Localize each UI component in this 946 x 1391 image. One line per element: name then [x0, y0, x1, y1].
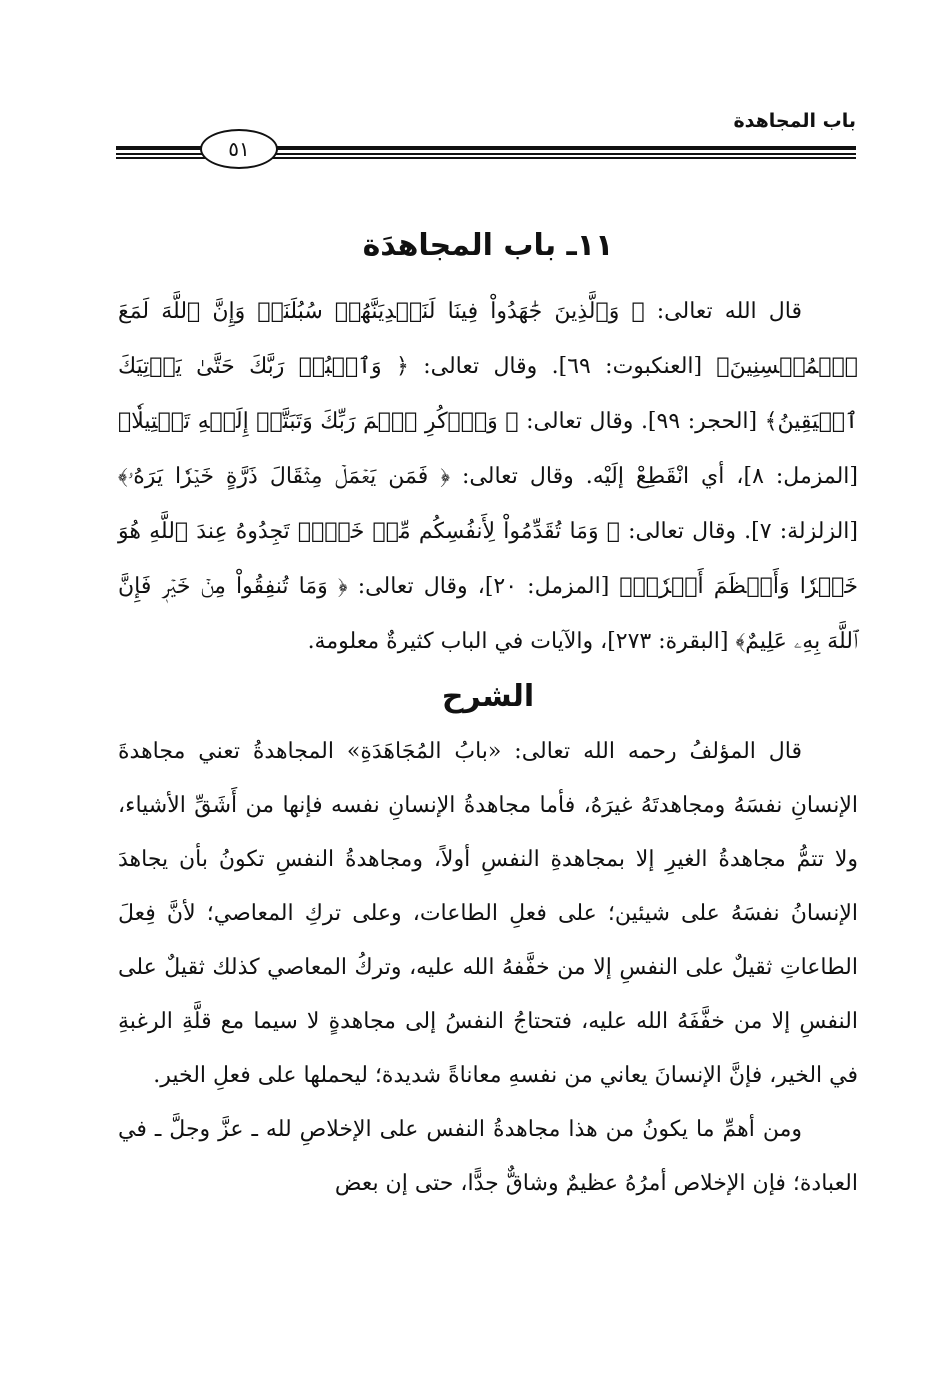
- page-content: [118, 222, 858, 1211]
- sharh-title: الشرح: [441, 679, 535, 714]
- running-head: باب المجاهدة: [733, 110, 856, 132]
- commentary-paragraph-2: ومن أهمِّ ما يكونُ من هذا مجاهدةُ النفس على الإخلاصِ لله ـ عزَّ وجلَّ ـ في العبادة؛ فإن الإخلاص أمرُهُ عظيمٌ وشاقٌّ جدًّا، حتى إن بعض: [118, 1117, 858, 1196]
- chapter-title: ١١ـ باب المجاهدَة: [362, 228, 614, 263]
- page-header: [116, 110, 856, 170]
- commentary-paragraph-1: قال المؤلفُ رحمه الله تعالى: «بابُ المُجَاهَدَةِ» المجاهدةُ تعني مجاهدةَ الإنسانِ نفسَهُ ومجاهدتَهُ غيرَهُ، فأما مجاهدةُ الإنسانِ نفسه فإنها من أَشَقِّ الأشياء، ولا تتمُّ مجاهدةُ الغيرِ إلا بمجاهدةِ النفسِ أولاً، ومجاهدةُ النفسِ تكونُ بأن يجاهدَ الإنسانُ نفسَهُ على شيئين؛ على فعلِ الطاعات، وعلى تركِ المعاصي؛ لأنَّ فِعلَ الطاعاتِ ثقيلٌ على النفسِ إلا من خفَّفهُ الله عليه، وتركُ المعاصي كذلك ثقيلٌ على النفسِ إلا من خفَّفَهُ الله عليه، فتحتاجُ النفسُ إلى مجاهدةٍ لا سيما مع قلَّةِ الرغبةِ في الخير، فإنَّ الإنسانَ يعاني من نفسهِ معاناةً شديدة؛ ليحملها على فعلِ الخير.: [118, 739, 858, 1088]
- page-number: ٥١: [200, 129, 278, 169]
- source-text-paragraph: قال الله تعالى: ﴿ وَٱلَّذِينَ جَٰهَدُواْ فِينَا لَنَهۡدِيَنَّهُمۡ سُبُلَنَاۚ وَإِنَّ ٱللَّهَ لَمَعَ ٱلۡمُحۡسِنِينَ﴾ [العنكبوت: ٦٩]. وقال تعالى: ﴿ وَٱعۡبُدۡ رَبَّكَ حَتَّىٰ يَأۡتِيَكَ ٱلۡيَقِينُ﴾ [الحجر: ٩٩]. وقال تعالى: ﴿ وَٱذۡكُرِ ٱسۡمَ رَبِّكَ وَتَبَتَّلۡ إِلَيۡهِ تَبۡتِيلٗا﴾ [المزمل: ٨]، أي انْقَطِعْ إلَيْه. وقال تعالى: ﴿ فَمَن يَعۡمَلۡ مِثۡقَالَ ذَرَّةٍ خَيۡرٗا يَرَهُۥ﴾ [الزلزلة: ٧]. وقال تعالى: ﴿ وَمَا تُقَدِّمُواْ لِأَنفُسِكُم مِّنۡ خَيۡرٖ تَجِدُوهُ عِندَ ٱللَّهِ هُوَ خَيۡرٗا وَأَعۡظَمَ أَجۡرٗاۚ﴾ [المزمل: ٢٠]، وقال تعالى: ﴿ وَمَا تُنفِقُواْ مِنۡ خَيۡرٖ فَإِنَّ ٱللَّهَ بِهِۦ عَلِيمٌ﴾ [البقرة: ٢٧٣]، والآيات في الباب كثيرةٌ معلومة.: [118, 299, 859, 654]
